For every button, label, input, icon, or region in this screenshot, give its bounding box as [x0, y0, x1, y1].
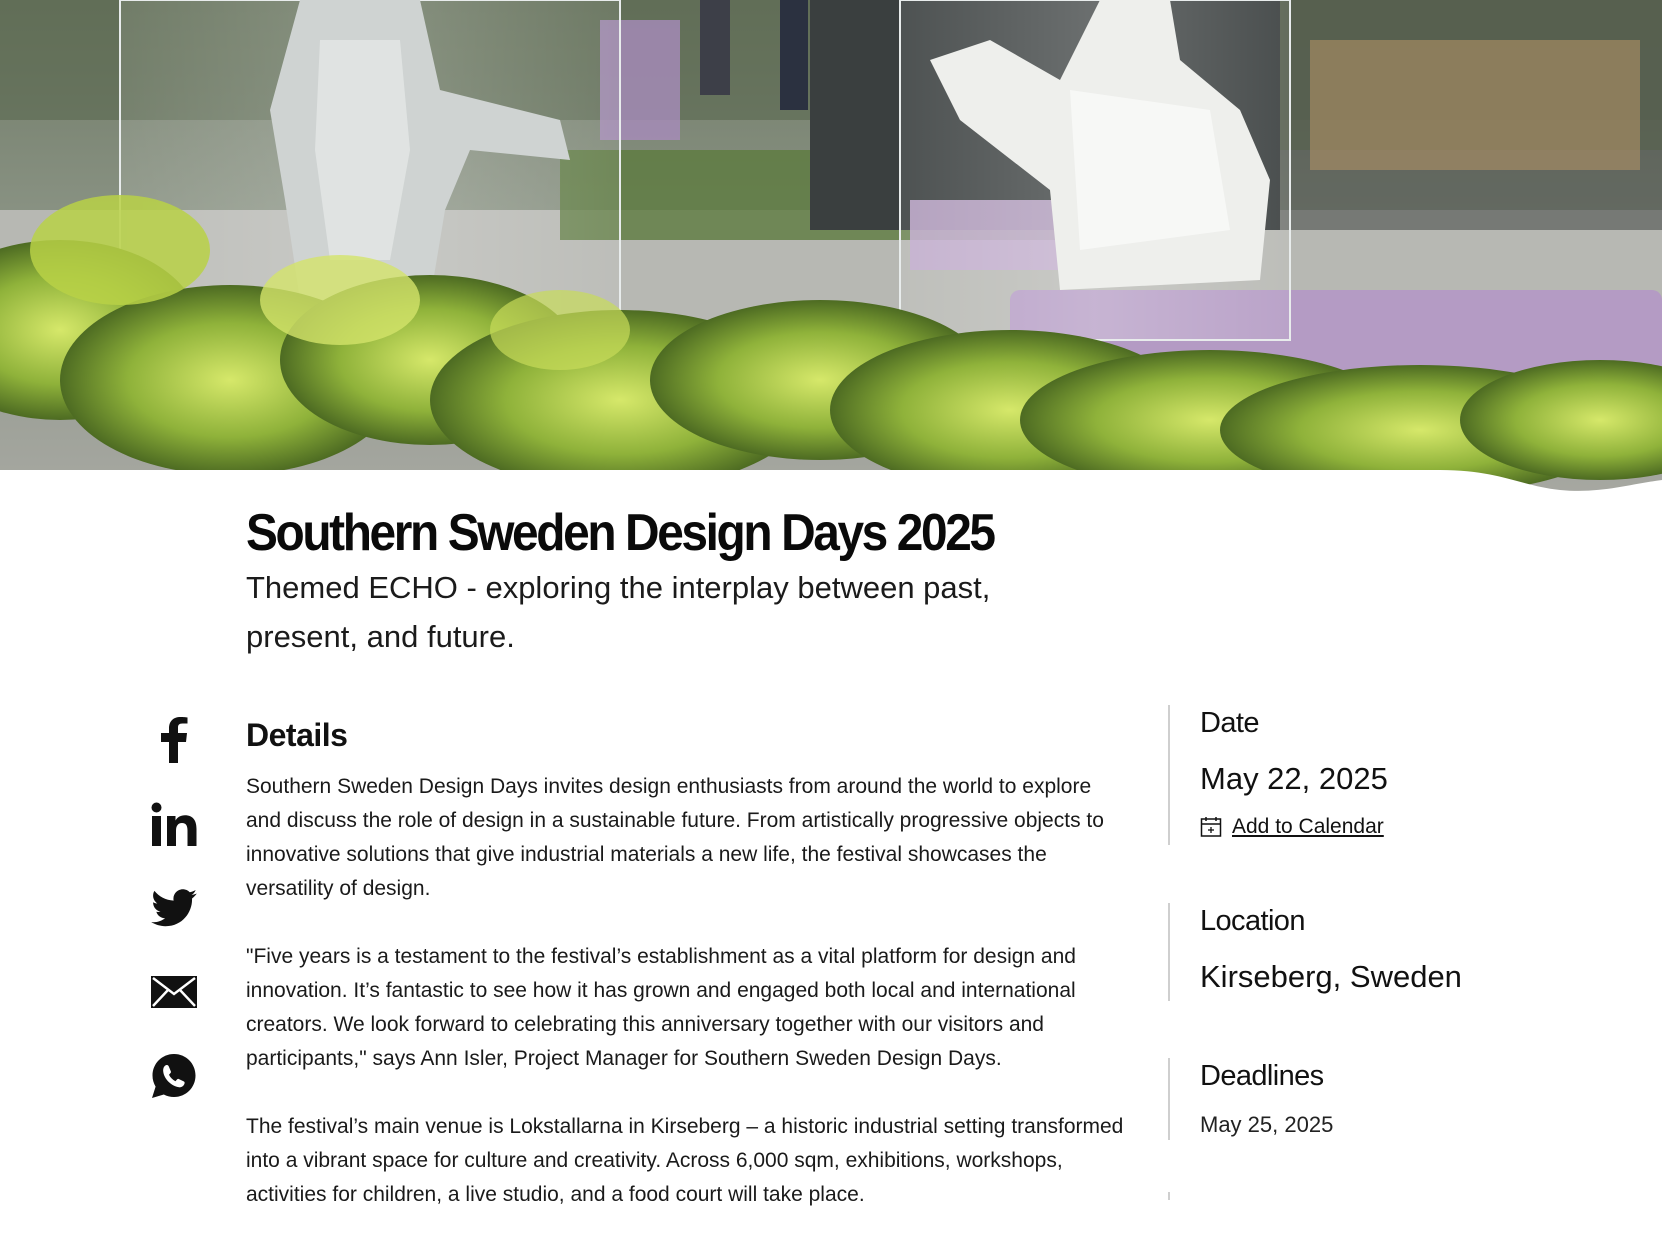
- details-heading: Details: [246, 717, 348, 753]
- share-twitter-button[interactable]: [146, 880, 202, 936]
- whatsapp-icon: [151, 1053, 197, 1099]
- page-title: Southern Sweden Design Days 2025: [246, 504, 994, 562]
- location-value: Kirseberg, Sweden: [1200, 959, 1462, 994]
- details-body: [246, 770, 1126, 1246]
- details-paragraph: "Five years is a testament to the festival’s establishment as a vital platform for design and innovation. It’s fantastic to see how it has grown and engaged both local and international creators. We look forward to celebrating this anniversary together with our visitors and participants," says Ann Isler, Project Manager for Southern Sweden Design Days.: [246, 945, 1076, 1070]
- hero-illustration: [0, 0, 1662, 500]
- page-subtitle: Themed ECHO - exploring the interplay between past, present, and future.: [246, 570, 991, 654]
- calendar-icon: [1200, 816, 1222, 838]
- share-facebook-button[interactable]: [146, 712, 202, 768]
- hero-image: [0, 0, 1662, 500]
- share-email-button[interactable]: [146, 964, 202, 1020]
- deadlines-label: Deadlines: [1200, 1060, 1324, 1092]
- location-label: Location: [1200, 905, 1305, 937]
- date-label: Date: [1200, 707, 1259, 739]
- details-paragraph: The festival’s main venue is Lokstallarna in Kirseberg – a historic industrial setting transformed into a vibrant space for culture and creativity. Across 6,000 sqm, exhibitions, workshops, activities for children, a live studio, and a food court will take place.: [246, 1115, 1124, 1206]
- deadlines-value: May 25, 2025: [1200, 1112, 1334, 1137]
- add-to-calendar-link[interactable]: [1200, 815, 1580, 839]
- deadlines-section: [1168, 1058, 1580, 1140]
- share-linkedin-button[interactable]: [146, 796, 202, 852]
- location-section: [1168, 903, 1580, 1001]
- add-to-calendar-label: Add to Calendar: [1232, 815, 1384, 838]
- sidebar-divider: [1168, 1192, 1170, 1200]
- linkedin-icon: [151, 802, 197, 846]
- share-whatsapp-button[interactable]: [146, 1048, 202, 1104]
- email-icon: [151, 976, 197, 1008]
- date-section: [1168, 705, 1580, 845]
- twitter-icon: [151, 889, 197, 927]
- facebook-icon: [160, 717, 188, 763]
- details-paragraph: Southern Sweden Design Days invites design enthusiasts from around the world to explore and discuss the role of design in a sustainable future. From artistically progressive objects to innovative solutions that give industrial materials a new life, the festival showcases the versatility of design.: [246, 775, 1104, 900]
- date-value: May 22, 2025: [1200, 761, 1388, 796]
- share-bar: [146, 712, 202, 1132]
